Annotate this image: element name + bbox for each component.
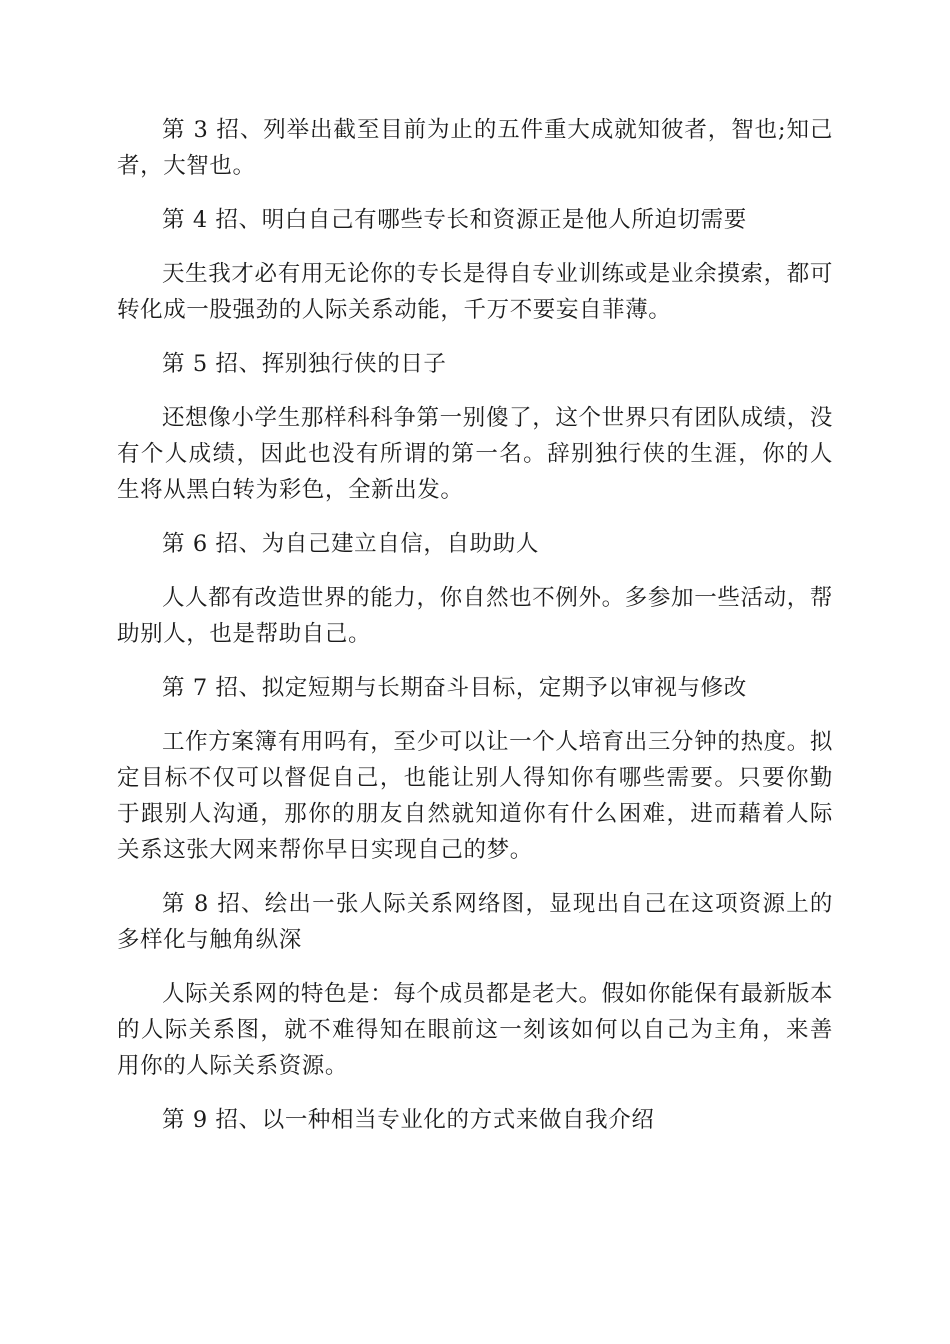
tip-8-body: 人际关系网的特色是：每个成员都是老大。假如你能保有最新版本的人际关系图，就不难得知在眼前这一刻该如何以自己为主角，来善用你的人际关系资源。 (117, 981, 833, 1079)
tip-5-body: 还想像小学生那样科科争第一别傻了，这个世界只有团队成绩，没有个人成绩，因此也没有所谓的第一名。辞别独行侠的生涯，你的人生将从黑白转为彩色，全新出发。 (117, 405, 833, 503)
tip-5-heading: 第 5 招、挥别独行侠的日子 (162, 351, 447, 377)
tip-6-heading: 第 6 招、为自己建立自信，自助助人 (162, 531, 539, 557)
tip-7-body: 工作方案簿有用吗有，至少可以让一个人培育出三分钟的热度。拟定目标不仅可以督促自己，也能让别人得知你有哪些需要。只要你勤于跟别人沟通，那你的朋友自然就知道你有什么困难，进而藉着人际关系这张大网来帮你早日实现自己的梦。 (117, 729, 833, 863)
tip-8-heading: 第 8 招、绘出一张人际关系网络图，显现出自己在这项资源上的多样化与触角纵深 (117, 891, 833, 953)
tip-4-body: 天生我才必有用无论你的专长是得自专业训练或是业余摸索，都可转化成一股强劲的人际关系动能，千万不要妄自菲薄。 (117, 261, 833, 323)
tip-3-heading-paragraph: 第 3 招、列举出截至目前为止的五件重大成就知彼者，智也;知己者，大智也。 (117, 117, 833, 179)
tip-4-heading: 第 4 招、明白自己有哪些专长和资源正是他人所迫切需要 (162, 207, 747, 233)
document-body (117, 112, 833, 1138)
tip-9-heading: 第 9 招、以一种相当专业化的方式来做自我介绍 (162, 1107, 655, 1133)
tip-7-heading: 第 7 招、拟定短期与长期奋斗目标，定期予以审视与修改 (162, 675, 747, 701)
tip-6-body: 人人都有改造世界的能力，你自然也不例外。多参加一些活动，帮助别人，也是帮助自己。 (117, 585, 833, 647)
